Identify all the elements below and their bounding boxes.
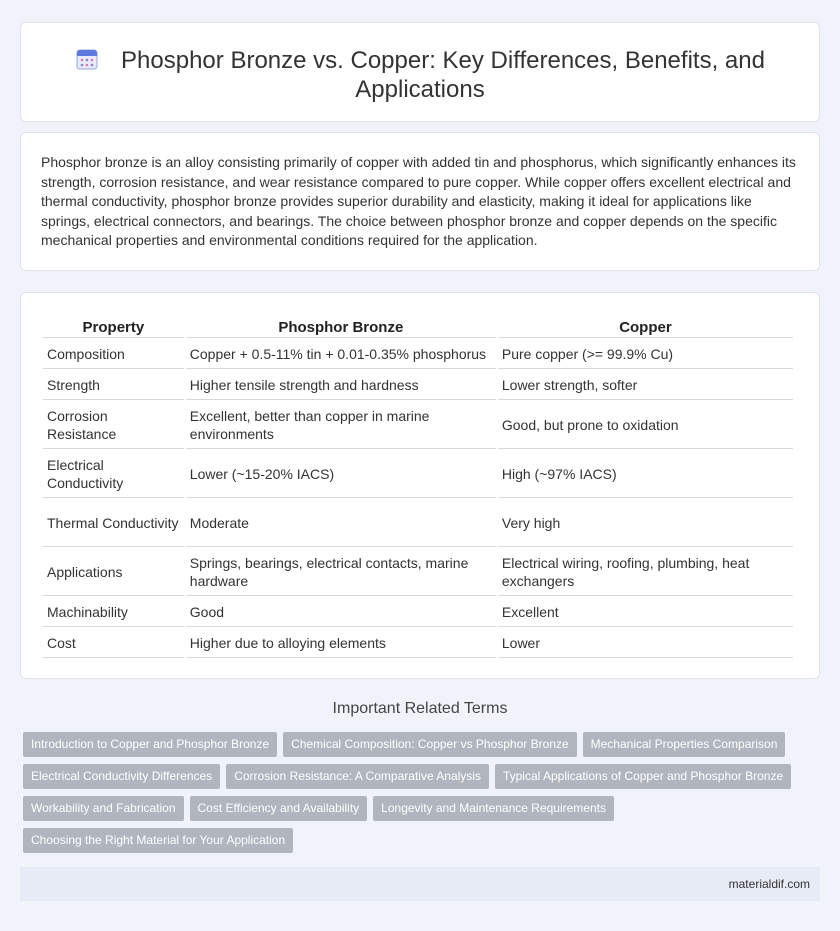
cell-phosphor-bronze: Copper + 0.5-11% tin + 0.01-0.35% phosphorus [186, 340, 496, 369]
cell-property: Cost [43, 629, 184, 658]
related-terms-heading: Important Related Terms [332, 700, 508, 717]
cell-phosphor-bronze: Higher due to alloying elements [186, 629, 496, 658]
title-wrap [21, 46, 819, 104]
cell-phosphor-bronze: Excellent, better than copper in marine environments [186, 402, 496, 449]
table-row [43, 598, 793, 627]
table-row [43, 629, 793, 658]
cell-copper: Very high [498, 500, 793, 547]
cell-copper: Lower strength, softer [498, 371, 793, 400]
table-row [43, 371, 793, 400]
table-row [43, 402, 793, 449]
cell-property: Composition [43, 340, 184, 369]
intro-paragraph: Phosphor bronze is an alloy consisting primarily of copper with added tin and phosphorus, which significantly enhances its strength, corrosion resistance, and wear resistance compared to pure copper. While copper offers excellent electrical and thermal conductivity, phosphor bronze provides superior durability and elasticity, making it ideal for applications like springs, electrical connectors, and bearings. The choice between phosphor bronze and copper depends on the specific mechanical properties and environmental conditions required for the application. [41, 154, 796, 249]
related-tag[interactable]: Choosing the Right Material for Your Application [23, 828, 293, 853]
tag-row [23, 764, 823, 796]
cell-phosphor-bronze: Moderate [186, 500, 496, 547]
table-row [43, 549, 793, 596]
table-header-row [43, 315, 793, 338]
related-tag[interactable]: Introduction to Copper and Phosphor Bronze [23, 732, 277, 757]
cell-property: Electrical Conductivity [43, 451, 184, 498]
header-phosphor-bronze: Phosphor Bronze [186, 315, 496, 338]
footer-site-link[interactable]: materialdif.com [728, 877, 810, 891]
tag-row [23, 796, 823, 828]
related-tag[interactable]: Typical Applications of Copper and Phosphor Bronze [495, 764, 791, 789]
cell-copper: Good, but prone to oxidation [498, 402, 793, 449]
cell-phosphor-bronze: Higher tensile strength and hardness [186, 371, 496, 400]
cell-property: Strength [43, 371, 184, 400]
related-tag[interactable]: Mechanical Properties Comparison [583, 732, 786, 757]
cell-phosphor-bronze: Good [186, 598, 496, 627]
cell-phosphor-bronze: Lower (~15-20% IACS) [186, 451, 496, 498]
related-tag[interactable]: Cost Efficiency and Availability [190, 796, 368, 821]
tag-row [23, 732, 823, 764]
header-card [20, 22, 820, 122]
cell-property: Applications [43, 549, 184, 596]
related-tag[interactable]: Chemical Composition: Copper vs Phosphor Bronze [283, 732, 576, 757]
comparison-table [41, 313, 795, 660]
cell-copper: Pure copper (>= 99.9% Cu) [498, 340, 793, 369]
cell-copper: High (~97% IACS) [498, 451, 793, 498]
cell-property: Thermal Conductivity [43, 500, 184, 547]
cell-copper: Lower [498, 629, 793, 658]
table-row [43, 451, 793, 498]
table-row [43, 340, 793, 369]
tag-row [23, 828, 823, 860]
cell-copper: Excellent [498, 598, 793, 627]
intro-card [20, 132, 820, 271]
cell-property: Machinability [43, 598, 184, 627]
footer [20, 867, 820, 901]
cell-property: Corrosion Resistance [43, 402, 184, 449]
page-title: Phosphor Bronze vs. Copper: Key Differences, Benefits, and Applications [121, 47, 765, 103]
cell-copper: Electrical wiring, roofing, plumbing, heat exchangers [498, 549, 793, 596]
table-row [43, 500, 793, 547]
cell-phosphor-bronze: Springs, bearings, electrical contacts, marine hardware [186, 549, 496, 596]
calendar-icon [75, 47, 99, 71]
related-tag[interactable]: Workability and Fabrication [23, 796, 184, 821]
related-tag[interactable]: Longevity and Maintenance Requirements [373, 796, 614, 821]
related-tag[interactable]: Electrical Conductivity Differences [23, 764, 220, 789]
header-copper: Copper [498, 315, 793, 338]
comparison-table-card [20, 292, 820, 679]
related-terms-tags [23, 732, 823, 860]
header-property: Property [43, 315, 184, 338]
related-tag[interactable]: Corrosion Resistance: A Comparative Analysis [226, 764, 489, 789]
